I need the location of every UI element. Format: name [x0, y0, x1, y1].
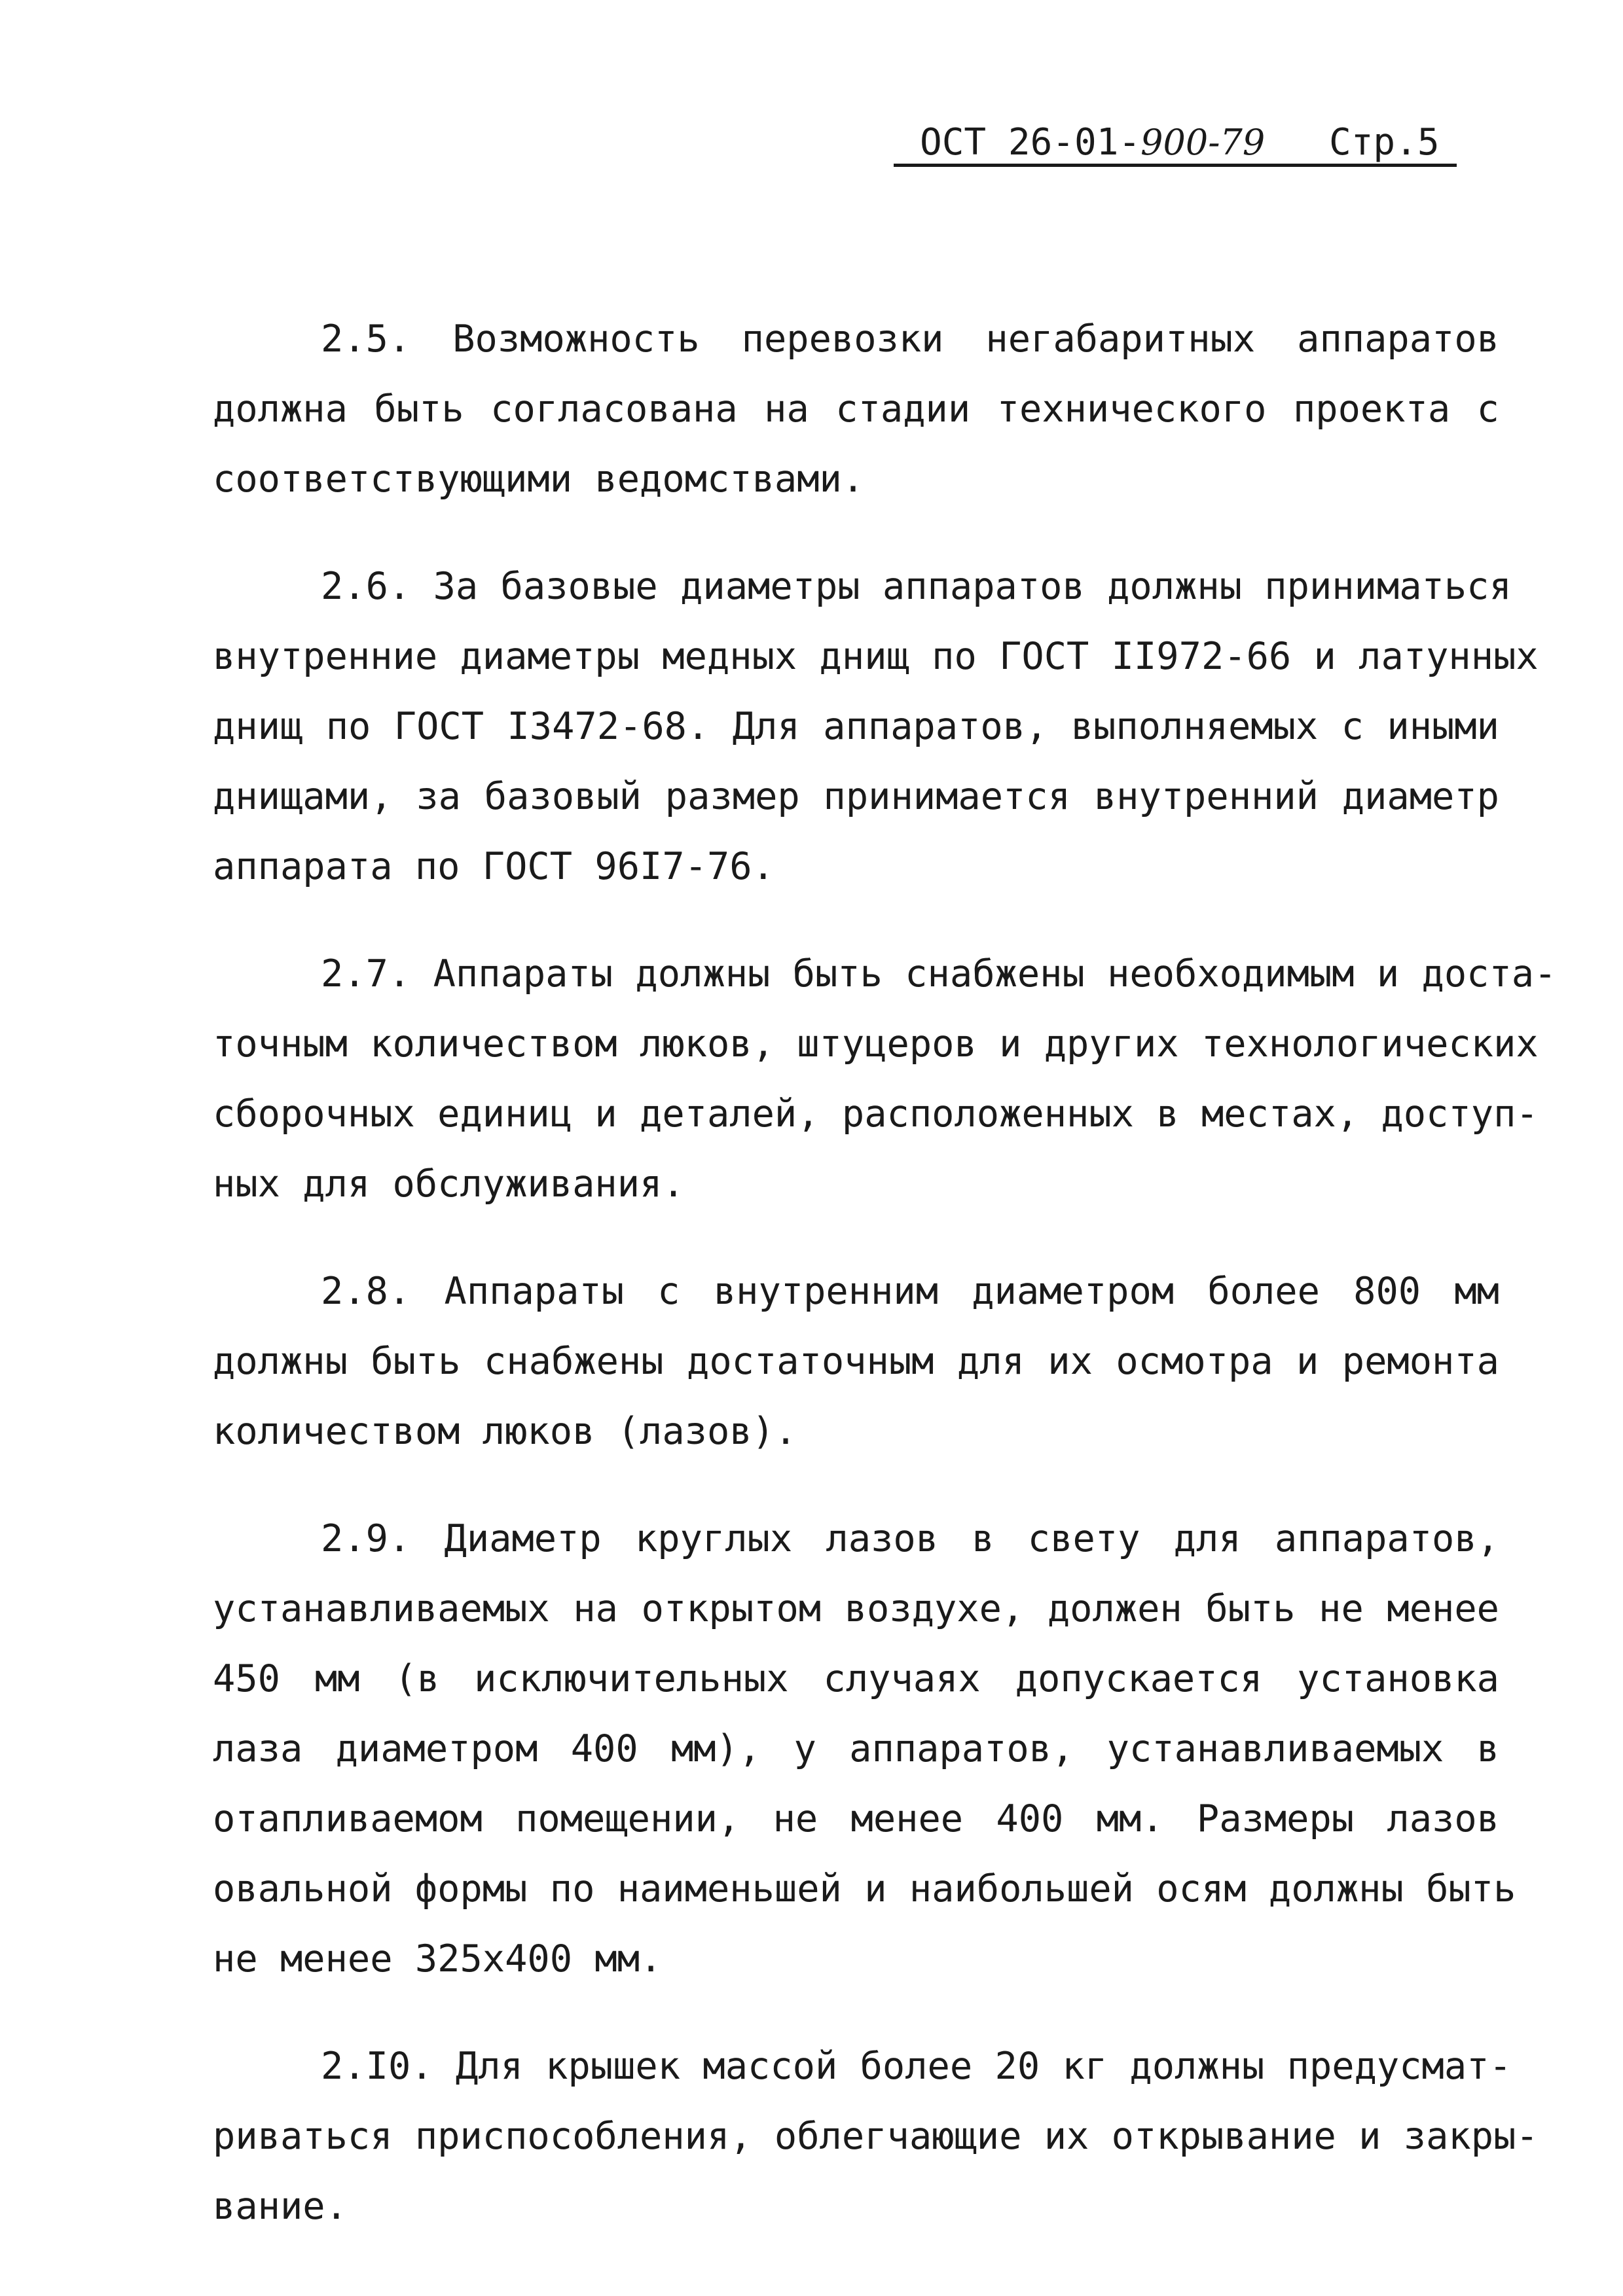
standard-designation-number: 900-79	[1140, 122, 1266, 163]
header-underline	[894, 164, 1457, 167]
paragraph-2-8	[213, 1257, 1499, 1467]
paragraph-2-5	[213, 304, 1499, 514]
text-line: 2.5. Возможность перевозки негабаритных аппаратов	[321, 317, 1499, 361]
text-line: 2.9. Диаметр круглых лазов в свету для аппаратов,	[321, 1517, 1499, 1560]
text-line: ных для обслуживания.	[213, 1162, 685, 1206]
text-line: днищами, за базовый размер принимается внутренний диаметр	[213, 775, 1499, 818]
text-line: не менее 325х400 мм.	[213, 1937, 663, 1981]
document-body	[213, 304, 1557, 2279]
text-line: 450 мм (в исключительных случаях допускается установка	[213, 1657, 1499, 1700]
paragraph-2-9	[213, 1504, 1516, 1994]
text-line: овальной формы по наименьшей и наибольшей осям должны быть	[213, 1867, 1516, 1910]
text-line: вание.	[213, 2185, 348, 2228]
standard-designation	[920, 117, 1265, 169]
paragraph-2-7	[213, 939, 1557, 1219]
page-header	[894, 117, 1457, 169]
page-number: Стр.5	[1329, 121, 1440, 164]
text-line: сборочных единиц и деталей, расположенных в местах, доступ-	[213, 1092, 1539, 1136]
text-line: 2.I0. Для крышек массой более 20 кг должны предусмат-	[321, 2045, 1512, 2088]
text-line: днищ по ГОСТ I3472-68. Для аппаратов, выполняемых с иными	[213, 705, 1499, 748]
text-line: соответствующими ведомствами.	[213, 457, 865, 501]
text-line: 2.7. Аппараты должны быть снабжены необходимым и доста-	[321, 952, 1557, 996]
text-line: 2.8. Аппараты с внутренним диаметром более 800 мм	[321, 1270, 1499, 1313]
text-line: 2.6. За базовые диаметры аппаратов должны приниматься	[321, 565, 1512, 608]
text-line: внутренние диаметры медных днищ по ГОСТ II972-66 и латунных	[213, 635, 1539, 678]
text-line: аппарата по ГОСТ 96I7-76.	[213, 845, 775, 888]
text-line: риваться приспособления, облегчающие их открывание и закры-	[213, 2115, 1539, 2158]
text-line: лаза диаметром 400 мм), у аппаратов, устанавливаемых в	[213, 1727, 1499, 1770]
text-line: отапливаемом помещении, не менее 400 мм. Размеры лазов	[213, 1797, 1499, 1840]
text-line: количеством люков (лазов).	[213, 1410, 797, 1453]
text-line: точным количеством люков, штуцеров и других технологических	[213, 1022, 1539, 1066]
text-line: должна быть согласована на стадии технического проекта с	[213, 387, 1499, 431]
text-line: устанавливаемых на открытом воздухе, должен быть не менее	[213, 1587, 1499, 1630]
standard-designation-prefix: ОСТ 26-01-	[920, 121, 1141, 164]
text-line: должны быть снабжены достаточным для их осмотра и ремонта	[213, 1340, 1499, 1383]
paragraph-2-10	[213, 2032, 1539, 2242]
paragraph-2-6	[213, 552, 1539, 902]
